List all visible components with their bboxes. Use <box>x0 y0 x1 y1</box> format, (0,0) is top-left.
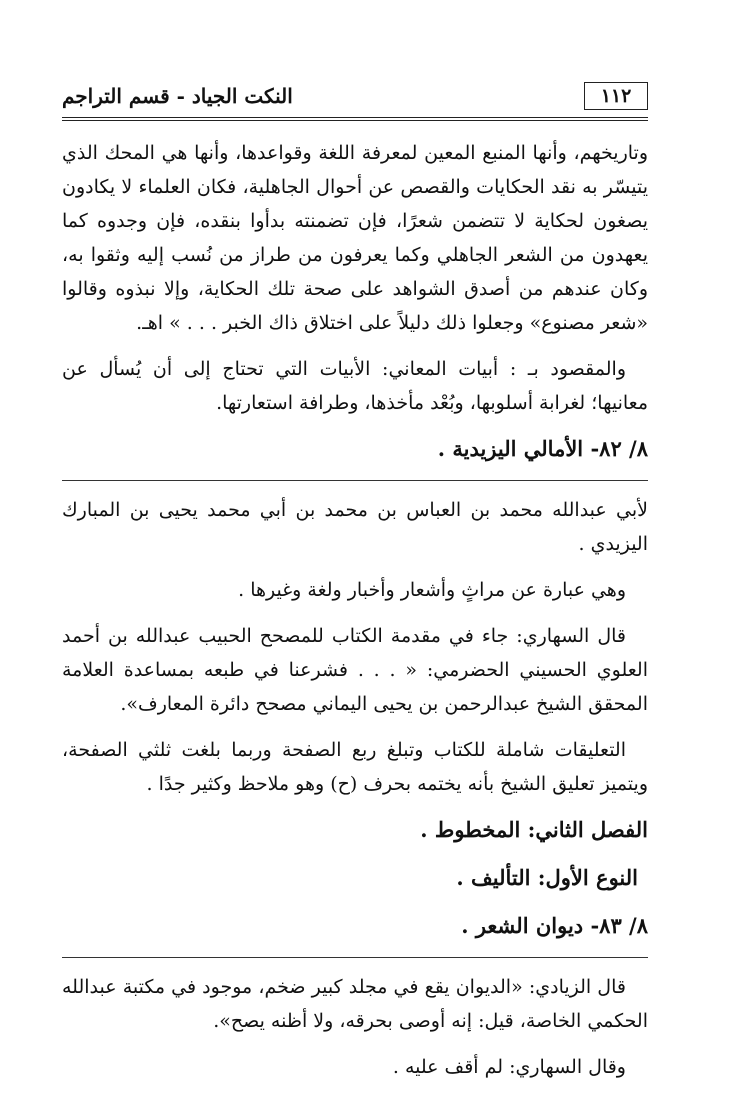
entry-heading-83: ٨/ ٨٣- ديوان الشعر . <box>461 913 648 938</box>
paragraph-notes: التعليقات شاملة للكتاب وتبلغ ربع الصفحة وربما بلغت ثلثي الصفحة، ويتميز تعليق الشيخ بأنه يختمه بحرف (ح) وهو ملاحظ وكثير جدًا . <box>62 739 648 795</box>
entry-heading-82: ٨/ ٨٢- الأمالي اليزيدية . <box>437 436 648 461</box>
page-number: ١١٢ <box>584 82 648 110</box>
paragraph-description: وهي عبارة عن مراثٍ وأشعار وأخبار ولغة وغيرها . <box>238 579 626 601</box>
header-rule <box>62 117 648 118</box>
paragraph-definition: والمقصود بـ : أبيات المعاني: الأبيات التي تحتاج إلى أن يُسأل عن معانيها؛ لغرابة أسلوبها، وبُعْد مأخذها، وطرافة استعارتها. <box>62 358 648 414</box>
paragraph-author: لأبي عبدالله محمد بن العباس بن محمد بن أبي محمد يحيى بن المبارك اليزيدي . <box>62 499 648 555</box>
paragraph-zayadi: قال الزيادي: «الديوان يقع في مجلد كبير ضخم، موجود في مكتبة عبدالله الحكمي الخاصة، قيل: إنه أوصى بحرقه، ولا أظنه يصح». <box>62 976 648 1032</box>
chapter-heading: الفصل الثاني: المخطوط . <box>420 817 648 842</box>
paragraph-continuation: وتاريخهم، وأنها المنبع المعين لمعرفة اللغة وقواعدها، وأنها هي المحك الذي يتيسّر به نقد الحكايات والقصص عن أحوال الجاهلية، فكان العلماء لا يكادون يصغون لحكاية لا تتضمن شعرًا، فإن تضمنته بدأوا بنقده، فإن وجدوه كما يعهدون من الشعر الجاهلي وكما يعرفون من طراز من نُسب إليه وثقوا به، وكان عندهم من أصدق الشواهد على صحة تلك الحكاية، وإلا نبذوه وقالوا «شعر مصنوع» وجعلوا ذلك دليلاً على اختلاق ذاك الخبر . . . » اهـ. <box>62 142 648 334</box>
paragraph-quote: قال السهاري: جاء في مقدمة الكتاب للمصحح الحبيب عبدالله بن أحمد العلوي الحسيني الحضرمي: « . . . فشرعنا في طبعه بمساعدة العلامة المحقق الشيخ عبدالرحمن بن يحيى اليماني مصحح دائرة المعارف». <box>62 625 648 715</box>
section-heading: النوع الأول: التأليف . <box>456 865 638 890</box>
paragraph-sahari: وقال السهاري: لم أقف عليه . <box>392 1056 626 1078</box>
page-body <box>62 136 648 1096</box>
page-header <box>62 82 648 122</box>
header-rule-thin <box>62 120 648 121</box>
running-title: النكت الجياد - قسم التراجم <box>62 84 293 108</box>
heading-divider <box>62 480 648 481</box>
heading-divider-2 <box>62 957 648 958</box>
